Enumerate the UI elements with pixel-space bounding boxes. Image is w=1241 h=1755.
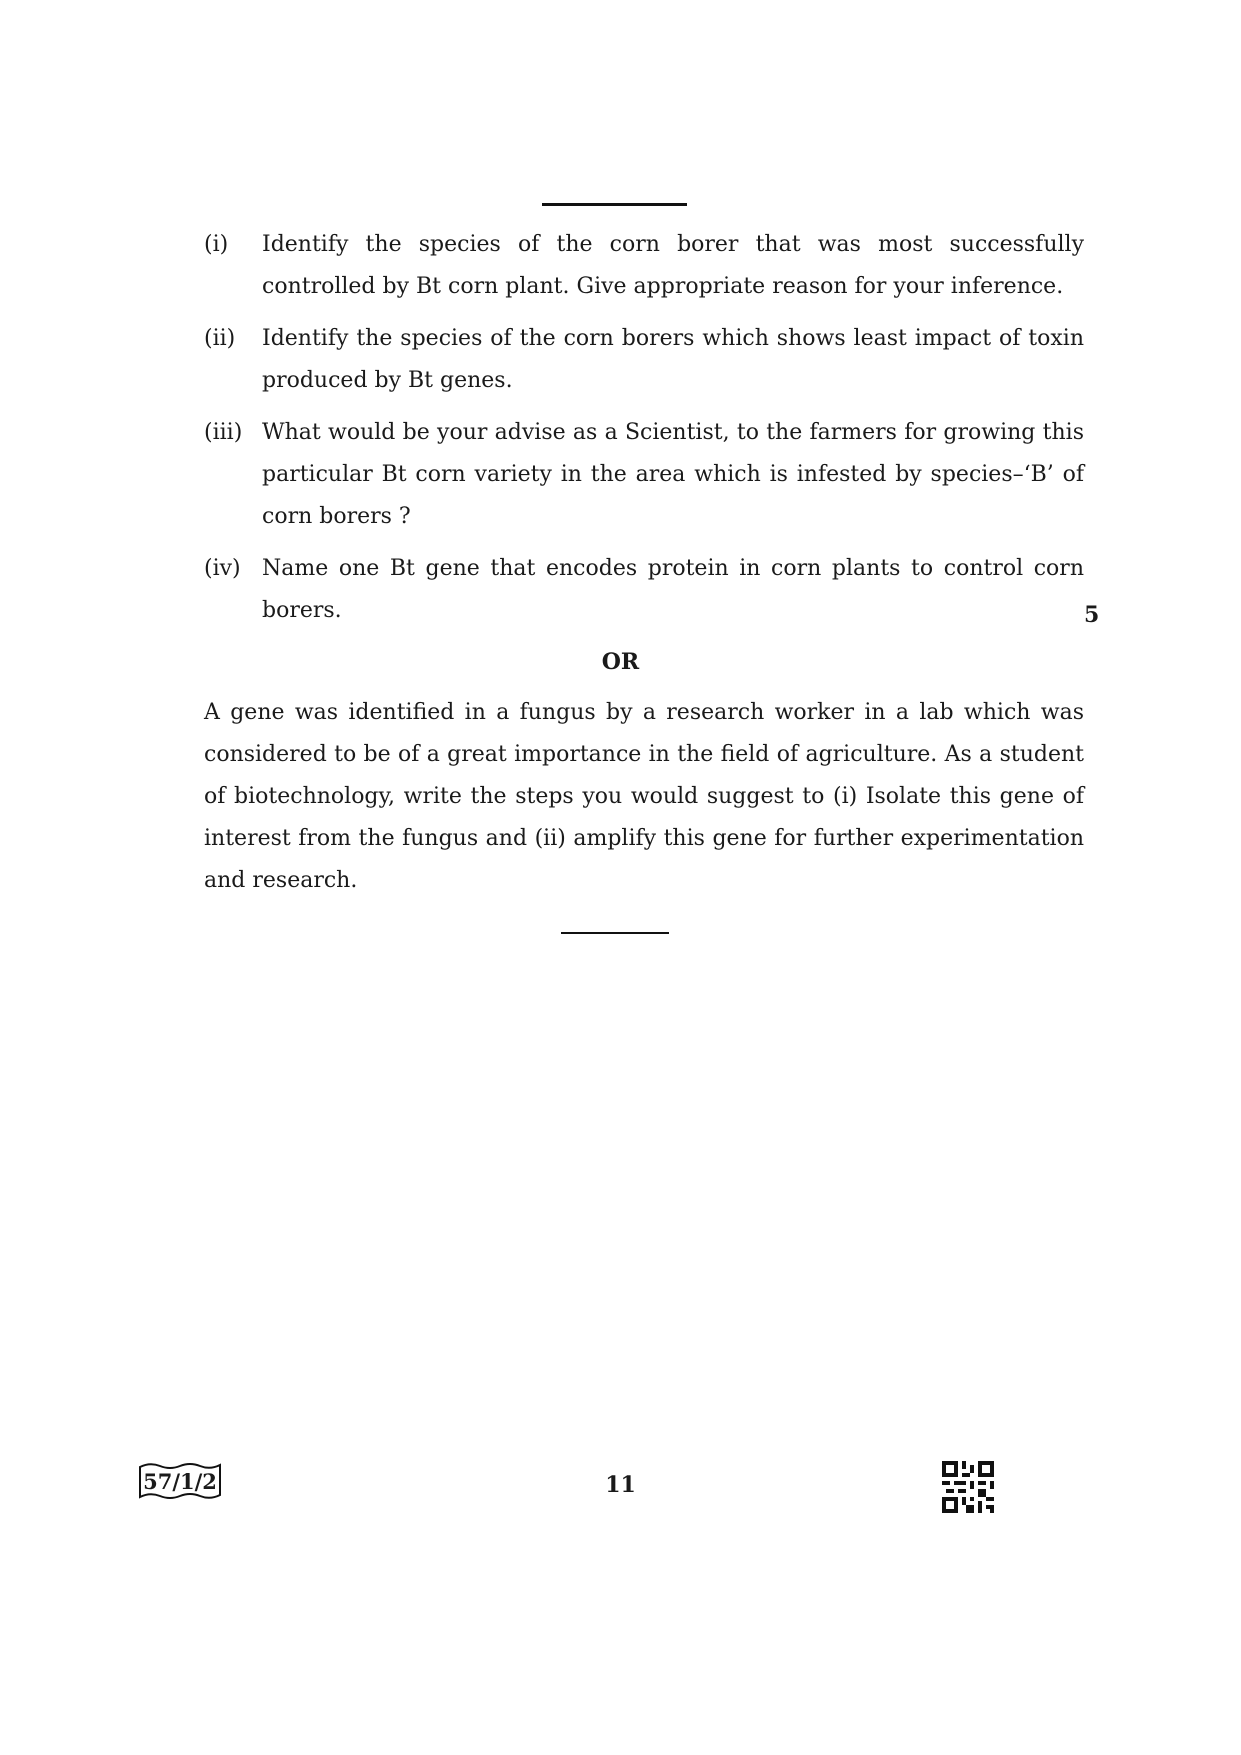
question-number: (iii) [204,420,243,445]
question-text [262,548,1104,632]
question-item-i [204,224,1104,308]
question-item-iii [204,412,1104,538]
marks-value: 5 [1084,602,1100,628]
bottom-divider [561,932,669,934]
question-list [204,224,1104,642]
question-text: Identify the species of the corn borers which shows least impact of toxin produced by Bt genes. [262,326,1084,393]
alternative-question: A gene was identified in a fungus by a research worker in a lab which was considered to be of a great importance in the field of agriculture. As a student of biotechnology, write the steps you would suggest to (i) Isolate this gene of interest from the fungus and (ii) amplify this gene for further experimentation and research. [204,700,1084,893]
or-label: OR [601,649,640,675]
question-number: (ii) [204,326,236,351]
page-number: 11 [605,1472,636,1498]
question-text: What would be your advise as a Scientist, to the farmers for growing this particular Bt corn variety in the area which is infested by species–‘B’ of corn borers ? [262,420,1084,529]
question-text-line-2: borers. [262,598,342,623]
question-item-iv [204,548,1104,632]
paper-code: 57/1/2 [143,1469,217,1494]
question-item-ii [204,318,1104,402]
question-number: (i) [204,232,229,257]
question-number: (iv) [204,556,241,581]
question-text: Identify the species of the corn borer that was most successfully controlled by Bt corn plant. Give appropriate reason for your inference. [262,232,1084,299]
top-divider [542,203,687,206]
qr-code-icon [942,1461,994,1513]
question-text-line-1: Name one Bt gene that encodes protein in corn plants to control corn [262,556,1084,581]
